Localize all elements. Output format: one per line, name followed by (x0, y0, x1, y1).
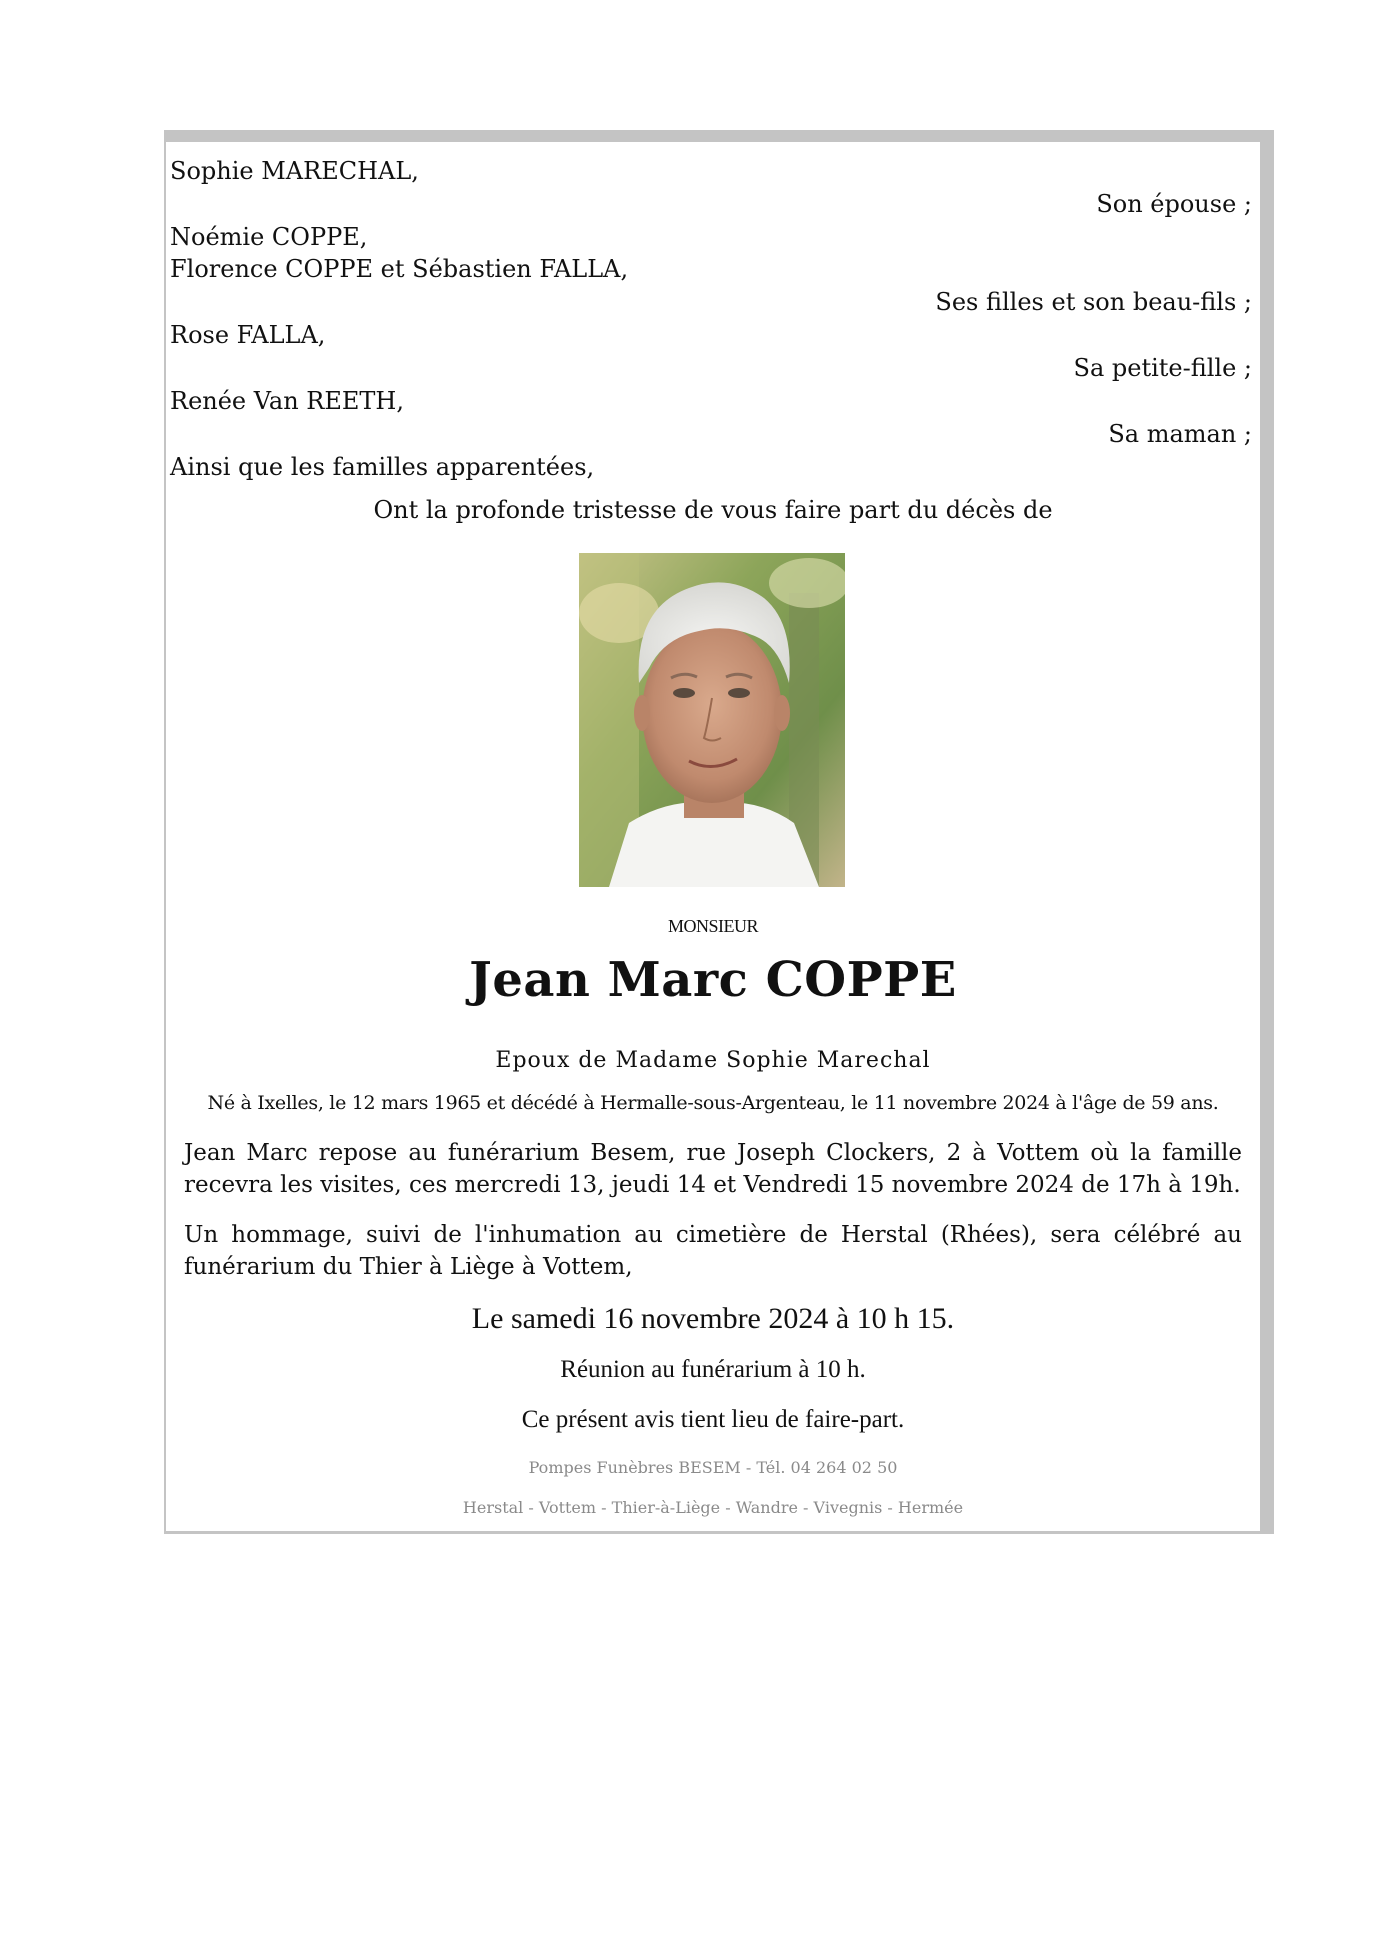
family-member-relatives: Ainsi que les familles apparentées, (170, 453, 595, 481)
announcement-text: Ont la profonde tristesse de vous faire part du décès de (373, 496, 1053, 524)
family-member-mother: Renée Van REETH, (170, 387, 404, 415)
ceremony-date: Le samedi 16 novembre 2024 à 10 h 15. (471, 1302, 955, 1335)
funeral-home-contact: Pompes Funèbres BESEM - Tél. 04 264 02 50 (528, 1458, 898, 1477)
spouse-line: Epoux de Madame Sophie Marechal (495, 1048, 931, 1073)
notice-text: Ce présent avis tient lieu de faire-part. (521, 1406, 905, 1433)
birth-death-line: Né à Ixelles, le 12 mars 1965 et décédé à Hermalle-sous-Argenteau, le 11 novembre 2024 à l'âge de 59 ans. (207, 1092, 1219, 1114)
family-member-daughter-2: Florence COPPE et Sébastien FALLA, (170, 255, 629, 283)
meeting-info: Réunion au funérarium à 10 h. (560, 1356, 866, 1383)
relation-spouse: Son épouse ; (1096, 190, 1252, 218)
family-member-daughter-1: Noémie COPPE, (170, 223, 368, 251)
visitation-paragraph: Jean Marc repose au funérarium Besem, rue Joseph Clockers, 2 à Vottem où la famille recevra les visites, ces mercredi 13, jeudi 14 et Vendredi 15 novembre 2024 de 17h à 19h. (184, 1140, 1242, 1198)
portrait-photo (579, 553, 845, 887)
family-member-granddaughter: Rose FALLA, (170, 321, 326, 349)
relation-granddaughter: Sa petite-fille ; (1073, 354, 1252, 382)
relation-mother: Sa maman ; (1108, 420, 1252, 448)
deceased-title: MONSIEUR (667, 916, 758, 936)
relation-daughters: Ses filles et son beau-fils ; (935, 288, 1252, 316)
funeral-home-locations: Herstal - Vottem - Thier-à-Liège - Wandre - Vivegnis - Hermée (462, 1498, 964, 1517)
obituary-card (164, 130, 1274, 1534)
family-member-spouse: Sophie MARECHAL, (170, 157, 419, 185)
deceased-name: Jean Marc COPPE (469, 952, 957, 1008)
ceremony-paragraph: Un hommage, suivi de l'inhumation au cimetière de Herstal (Rhées), sera célébré au funérarium du Thier à Liège à Vottem, (184, 1222, 1242, 1280)
